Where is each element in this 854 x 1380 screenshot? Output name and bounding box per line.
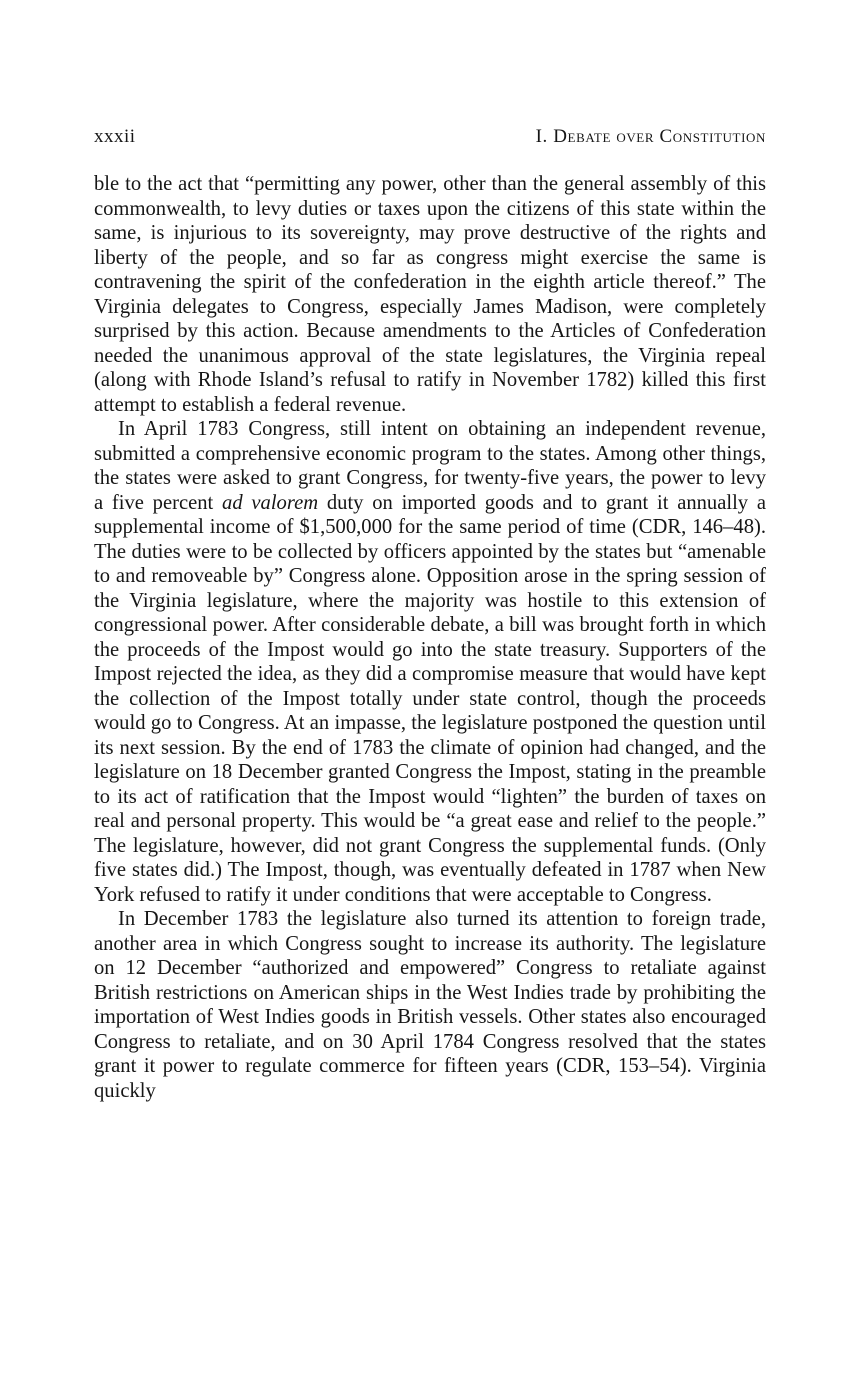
- paragraph-2-part-b: duty on imported goods and to grant it annually a supplemental income of $1,500,000 for the same period of time (CDR, 146–48). The duties were to be collected by officers appointed by the states but “amenable to and removeable by” Congress alone. Opposition arose in the spring session of the Virginia legislature, where the majority was hostile to this extension of congressional power. After considerable debate, a bill was brought forth in which the proceeds of the Impost would go into the state treasury. Supporters of the Impost rejected the idea, as they did a compromise measure that would have kept the collection of the Impost totally under state control, though the proceeds would go to Congress. At an impasse, the legislature postponed the question until its next session. By the end of 1783 the climate of opinion had changed, and the legislature on 18 December granted Congress the Impost, stating in the preamble to its act of ratification that the Impost would “lighten” the burden of taxes on real and personal property. This would be “a great ease and relief to the people.” The legislature, however, did not grant Congress the supplemental funds. (Only five states did.) The Impost, though, was eventually defeated in 1787 when New York refused to ratify it under conditions that were acceptable to Congress.: [94, 491, 766, 906]
- body-text: [94, 172, 766, 1103]
- running-head: [94, 124, 766, 150]
- page: [94, 124, 766, 1103]
- paragraph-3: In December 1783 the legislature also turned its attention to foreign trade, another area in which Congress sought to increase its authority. The legislature on 12 December “authorized and empowered” Congress to retaliate against British restrictions on American ships in the West Indies trade by prohibiting the importation of West Indies goods in British vessels. Other states also encouraged Congress to retaliate, and on 30 April 1784 Congress resolved that the states grant it power to regulate commerce for fifteen years (CDR, 153–54). Virginia quickly: [94, 908, 766, 1102]
- paragraph-2: [94, 417, 766, 907]
- page-number: xxxii: [94, 126, 136, 147]
- section-title: I. Debate over Constitution: [535, 126, 766, 147]
- paragraph-2-italic: ad valorem: [222, 491, 319, 514]
- paragraph-2-part-a: In April 1783 Congress, still intent on obtaining an independent revenue, submitted a comprehensive economic program to the states. Among other things, the states were asked to grant Congress, for twenty-five years, the power to levy a five percent: [94, 418, 766, 514]
- paragraph-1: ble to the act that “permitting any power, other than the general assembly of this commonwealth, to levy duties or taxes upon the citizens of this state within the same, is injurious to its sovereignty, may prove destructive of the rights and liberty of the people, and so far as congress might exercise the same is contravening the spirit of the confederation in the eighth article thereof.” The Virginia delegates to Congress, especially James Madison, were completely surprised by this action. Because amendments to the Articles of Confederation needed the unanimous approval of the state legislatures, the Virginia repeal (along with Rhode Island’s refusal to ratify in November 1782) killed this first attempt to establish a federal revenue.: [94, 173, 766, 416]
